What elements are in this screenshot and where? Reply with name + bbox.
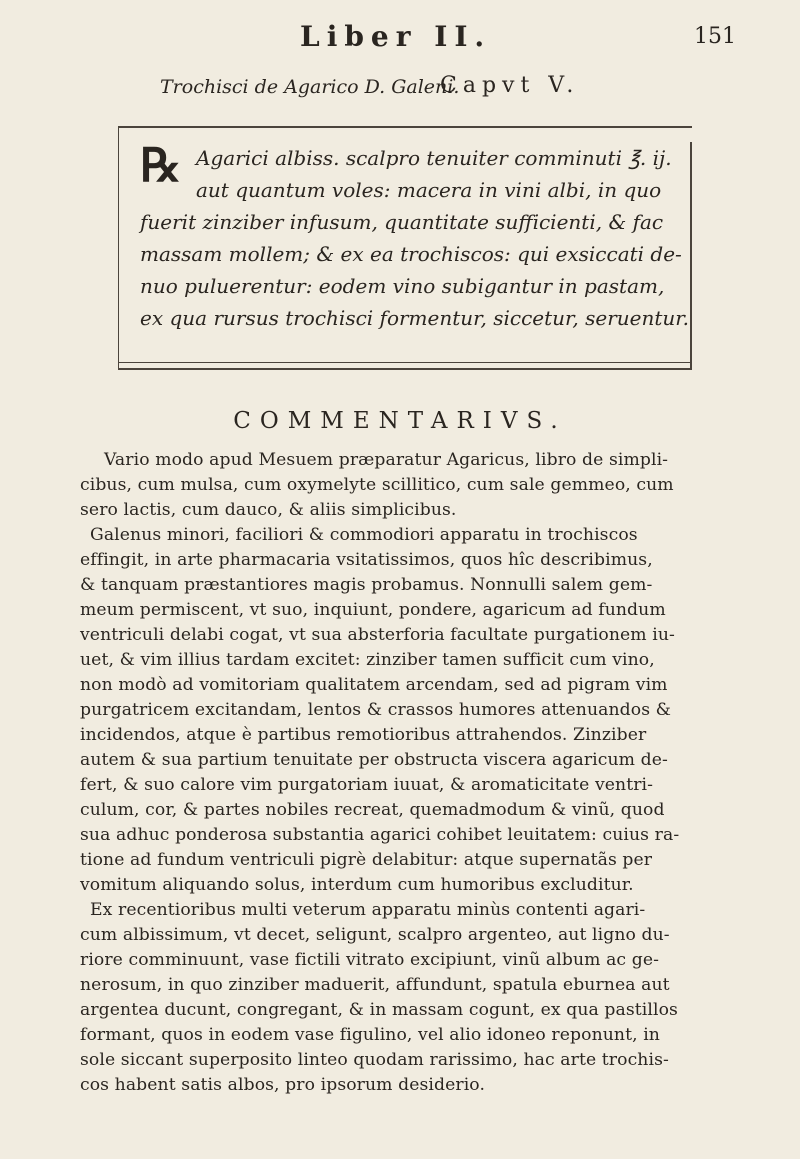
text-line: nerosum, in quo zinziber maduerit, affundunt, spatula eburnea aut: [80, 975, 670, 995]
chapter-label: Capvt V.: [440, 73, 580, 98]
text-line: culum, cor, & partes nobiles recreat, quemadmodum & vinũ, quod: [80, 800, 665, 820]
text-line: argentea ducunt, congregant, & in massam cogunt, ex qua pastillos: [80, 1000, 678, 1020]
text-line: cum albissimum, vt decet, seligunt, scalpro argenteo, aut ligno du-: [80, 925, 670, 945]
recipe-line: Agarici albiss. scalpro tenuiter comminuti ℥. ij.: [196, 146, 672, 170]
text-line: sole siccant superposito linteo quodam rarissimo, hac arte trochis-: [80, 1050, 669, 1070]
treatise-title: Trochisci de Agarico D. Galeni.: [160, 76, 460, 98]
text-line: & tanquam præstantiores magis probamus. Nonnulli salem gem-: [80, 575, 653, 595]
text-line: sua adhuc ponderosa substantia agarici cohibet leuitatem: cuius ra-: [80, 825, 680, 845]
recipe-line: ex qua rursus trochisci formentur, siccetur, seruentur.: [140, 306, 690, 330]
text-line: Vario modo apud Mesuem præparatur Agaricus, libro de simpli-: [104, 450, 669, 470]
recipe-frame-left-rule: [118, 128, 119, 368]
text-line: non modò ad vomitoriam qualitatem arcendam, sed ad pigram vim: [80, 675, 668, 695]
text-line: sero lactis, cum dauco, & aliis simplicibus.: [80, 500, 457, 520]
recipe-frame-bottom-rule: [118, 362, 692, 363]
text-line: incidendos, atque è partibus remotioribus attrahendos. Zinziber: [80, 725, 647, 745]
recipe-frame-top-rule: [118, 126, 692, 128]
commentary-heading: COMMENTARIVS.: [233, 408, 567, 434]
text-line: effingit, in arte pharmacaria vsitatissimos, quos hîc describimus,: [80, 550, 653, 570]
chapter-heading: [0, 73, 800, 106]
text-line: meum permiscent, vt suo, inquiunt, pondere, agaricum ad fundum: [80, 600, 666, 620]
page-number: 151: [694, 24, 736, 49]
text-line: fert, & suo calore vim purgatoriam iuuat, & aromaticitate ventri-: [80, 775, 654, 795]
text-line: tione ad fundum ventriculi pigrè delabitur: atque supernatãs per: [80, 850, 653, 870]
recipe-line: massam mollem; & ex ea trochiscos: qui exsiccati de-: [140, 242, 682, 266]
recipe-frame-bottom-rule-double: [118, 368, 692, 370]
recipe-line: aut quantum voles: macera in vini albi, in quo: [196, 178, 662, 202]
text-line: Ex recentioribus multi veterum apparatu minùs contenti agari-: [90, 900, 646, 920]
text-line: formant, quos in eodem vase figulino, vel alio idoneo reponunt, in: [80, 1025, 660, 1045]
text-line: riore comminuunt, vase fictili vitrato excipiunt, vinũ album ac ge-: [80, 950, 660, 970]
text-line: cos habent satis albos, pro ipsorum desiderio.: [80, 1075, 486, 1095]
running-head: [0, 18, 800, 58]
text-line: cibus, cum mulsa, cum oxymelyte scillitico, cum sale gemmeo, cum: [80, 475, 674, 495]
recipe-frame-right-rule: [690, 142, 692, 368]
text-line: Galenus minori, faciliori & commodiori apparatu in trochiscos: [90, 525, 638, 545]
text-line: vomitum aliquando solus, interdum cum humoribus excluditur.: [80, 875, 634, 895]
text-line: uet, & vim illius tardam excitet: zinziber tamen sufficit cum vino,: [80, 650, 655, 670]
recipe-block: [140, 138, 690, 358]
recipe-sigil: ℞: [140, 138, 182, 192]
text-line: ventriculi delabi cogat, vt sua absterforia facultate purgationem iu-: [80, 625, 675, 645]
text-line: purgatricem excitandam, lentos & crassos humores attenuandos &: [80, 700, 672, 720]
book-title: Liber II.: [300, 20, 492, 53]
recipe-line: nuo puluerentur: eodem vino subigantur in pastam,: [140, 274, 665, 298]
text-line: autem & sua partium tenuitate per obstructa viscera agaricum de-: [80, 750, 668, 770]
recipe-line: fuerit zinziber infusum, quantitate sufficienti, & fac: [140, 210, 664, 234]
